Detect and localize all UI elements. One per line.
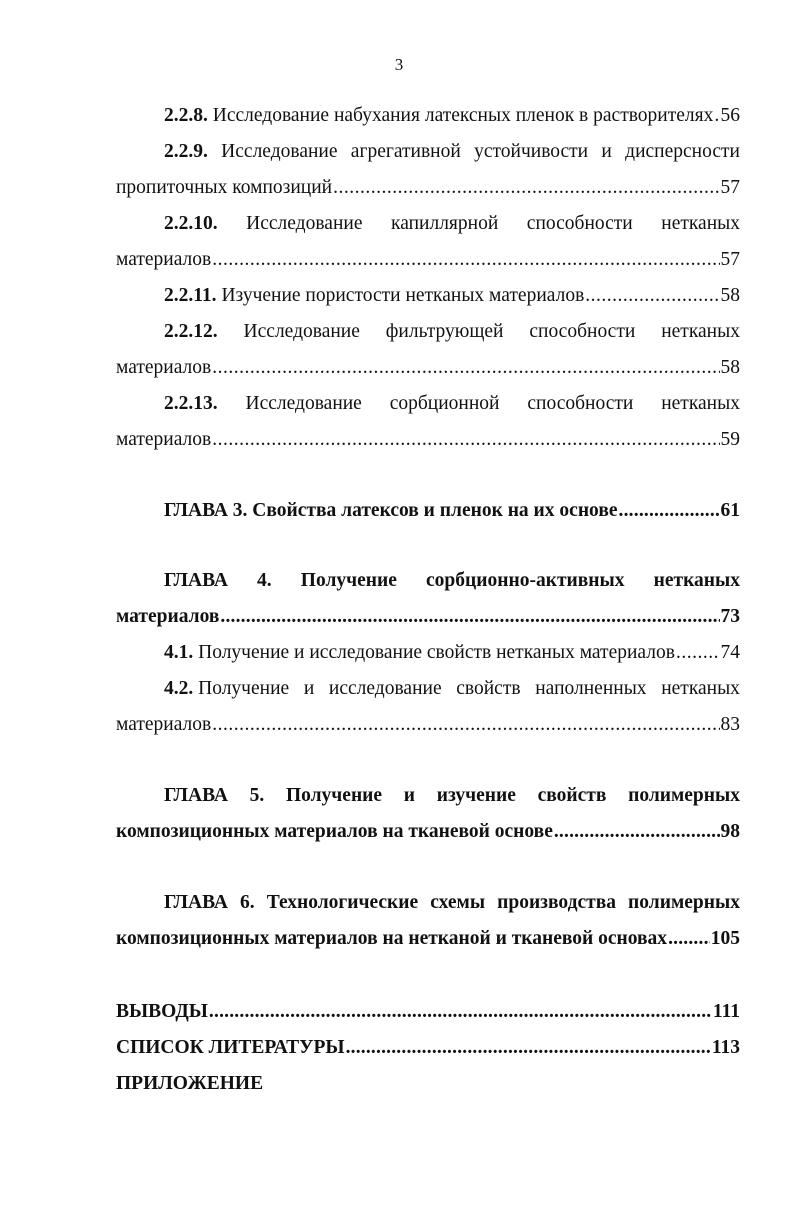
chapter-word: 4.	[257, 570, 272, 591]
toc-line	[116, 563, 740, 599]
dot-leader	[668, 921, 710, 957]
entry-word: агрегативной	[350, 141, 461, 162]
page-number: 3	[394, 55, 404, 74]
toc-entry-2-2-13	[116, 386, 740, 458]
entry-word: наполненных	[535, 678, 647, 699]
toc-chapter-6	[116, 885, 740, 957]
entry-word: Исследование	[243, 321, 360, 342]
toc-entry-2-2-12	[116, 314, 740, 386]
entry-word: фильтрующей	[385, 321, 504, 342]
entry-word: нетканых	[661, 678, 740, 699]
entry-word: исследование	[328, 678, 442, 699]
entry-word: капиллярной	[391, 213, 499, 234]
entry-word: Исследование	[245, 393, 362, 414]
page-ref: 56	[720, 105, 740, 126]
dot-leader	[220, 599, 719, 635]
page-ref: 105	[710, 928, 740, 949]
entry-title: материалов	[116, 249, 212, 270]
chapter-word: Технологические	[266, 892, 419, 913]
chapter-word: ГЛАВА	[164, 785, 228, 806]
entry-title: Изучение пористости нетканых материалов	[221, 285, 585, 306]
chapter-title: ПРИЛОЖЕНИЕ	[116, 1073, 264, 1094]
toc-line	[116, 885, 740, 921]
chapter-word: Получение	[300, 570, 397, 591]
entry-title: материалов	[116, 429, 212, 450]
page-ref: 113	[711, 1037, 740, 1058]
chapter-word: и	[403, 785, 416, 806]
toc-conclusions	[116, 994, 740, 1030]
entry-word: и	[601, 141, 612, 162]
toc-appendix	[116, 1066, 740, 1102]
toc-entry-2-2-11	[116, 278, 740, 314]
toc-references	[116, 1030, 740, 1066]
page-ref: 61	[720, 500, 740, 521]
page-ref: 73	[720, 606, 740, 627]
entry-word: Исследование	[246, 213, 363, 234]
dot-leader	[346, 1030, 711, 1066]
entry-word: свойств	[456, 678, 521, 699]
chapter-word: Получение	[285, 785, 383, 806]
section-number: 2.2.9.	[164, 141, 208, 162]
chapter-word: изучение	[436, 785, 516, 806]
toc-line	[116, 707, 740, 743]
entry-word: способности	[527, 393, 634, 414]
toc-line	[116, 386, 740, 422]
dot-leader	[212, 422, 719, 458]
entry-word: дисперсности	[625, 141, 740, 162]
toc-line	[116, 134, 740, 170]
page-ref: 57	[720, 249, 740, 270]
toc-chapter-5	[116, 778, 740, 850]
entry-word: устойчивости	[474, 141, 589, 162]
toc-line	[116, 814, 740, 850]
chapter-word: схемы	[430, 892, 486, 913]
dot-leader	[676, 635, 720, 671]
entry-word: и	[303, 678, 315, 699]
section-number: 2.2.10.	[164, 213, 218, 234]
page-ref: 58	[720, 285, 740, 306]
section-number: 2.2.13.	[164, 393, 218, 414]
entry-title: Исследование набухания латексных пленок в растворителях	[212, 105, 714, 126]
toc-line	[116, 778, 740, 814]
section-number: 2.2.8.	[164, 105, 208, 126]
dot-leader	[212, 707, 719, 743]
toc-line	[116, 278, 740, 314]
chapter-word: ГЛАВА	[164, 570, 228, 591]
entry-word: сорбционной	[389, 393, 500, 414]
toc-entry-2-2-10	[116, 206, 740, 278]
toc-line	[116, 350, 740, 386]
page-ref: 111	[712, 1001, 740, 1022]
chapter-word: свойств	[537, 785, 607, 806]
chapter-word: нетканых	[653, 570, 740, 591]
chapter-title: композиционных материалов на тканевой основе	[116, 821, 553, 842]
toc-line	[116, 206, 740, 242]
toc-line	[116, 98, 740, 134]
section-number: 2.2.12.	[164, 321, 218, 342]
entry-title: Получение и исследование свойств нетканых материалов	[198, 642, 675, 663]
entry-word: способности	[529, 321, 636, 342]
entry-word: нетканых	[661, 321, 740, 342]
toc-line	[116, 599, 740, 635]
page-ref: 74	[720, 642, 740, 663]
toc-line	[116, 170, 740, 206]
dot-leader	[619, 493, 720, 529]
section-number: 4.1.	[164, 642, 194, 663]
toc-chapter-3	[116, 493, 740, 529]
toc-line	[116, 1066, 740, 1102]
dot-leader	[333, 170, 719, 206]
chapter-word: производства	[497, 892, 616, 913]
chapter-title: ВЫВОДЫ	[116, 1001, 208, 1022]
dot-leader	[714, 98, 719, 134]
chapter-word: ГЛАВА	[164, 892, 228, 913]
entry-title: пропиточных композиций	[116, 177, 333, 198]
toc-chapter-4	[116, 563, 740, 635]
page-ref: 58	[720, 357, 740, 378]
section-number: 4.2.	[164, 678, 194, 699]
dot-leader	[554, 814, 720, 850]
entry-word: нетканых	[661, 213, 740, 234]
chapter-word: сорбционно-активных	[426, 570, 625, 591]
toc-line	[116, 422, 740, 458]
section-number: 2.2.11.	[164, 285, 217, 306]
page-ref: 57	[720, 177, 740, 198]
page-ref: 59	[720, 429, 740, 450]
page-ref: 83	[720, 714, 740, 735]
entry-title: материалов	[116, 714, 212, 735]
entry-word: Исследование	[221, 141, 338, 162]
chapter-title: ГЛАВА 3. Свойства латексов и пленок на их основе	[164, 500, 618, 521]
chapter-word: 6.	[240, 892, 255, 913]
chapter-title: материалов	[116, 606, 220, 627]
chapter-title: композиционных материалов на нетканой и тканевой основах	[116, 928, 668, 949]
entry-word: Получение	[198, 678, 290, 699]
toc-line	[116, 242, 740, 278]
toc-line	[116, 314, 740, 350]
entry-word: способности	[526, 213, 633, 234]
dot-leader	[585, 278, 719, 314]
toc-line	[116, 635, 740, 671]
toc-entry-2-2-8	[116, 98, 740, 134]
toc-line	[116, 493, 740, 529]
toc-line	[116, 1030, 740, 1066]
toc-entry-2-2-9	[116, 134, 740, 206]
chapter-title: СПИСОК ЛИТЕРАТУРЫ	[116, 1037, 345, 1058]
dot-leader	[212, 242, 719, 278]
page-ref: 98	[720, 821, 740, 842]
chapter-word: полимерных	[628, 892, 740, 913]
toc-entry-4-2	[116, 671, 740, 743]
toc-line	[116, 671, 740, 707]
entry-word: нетканых	[661, 393, 740, 414]
chapter-word: 5.	[249, 785, 265, 806]
entry-title: материалов	[116, 357, 212, 378]
dot-leader	[209, 994, 712, 1030]
toc-line	[116, 921, 740, 957]
dot-leader	[212, 350, 719, 386]
chapter-word: полимерных	[628, 785, 740, 806]
toc-line	[116, 994, 740, 1030]
toc-entry-4-1	[116, 635, 740, 671]
